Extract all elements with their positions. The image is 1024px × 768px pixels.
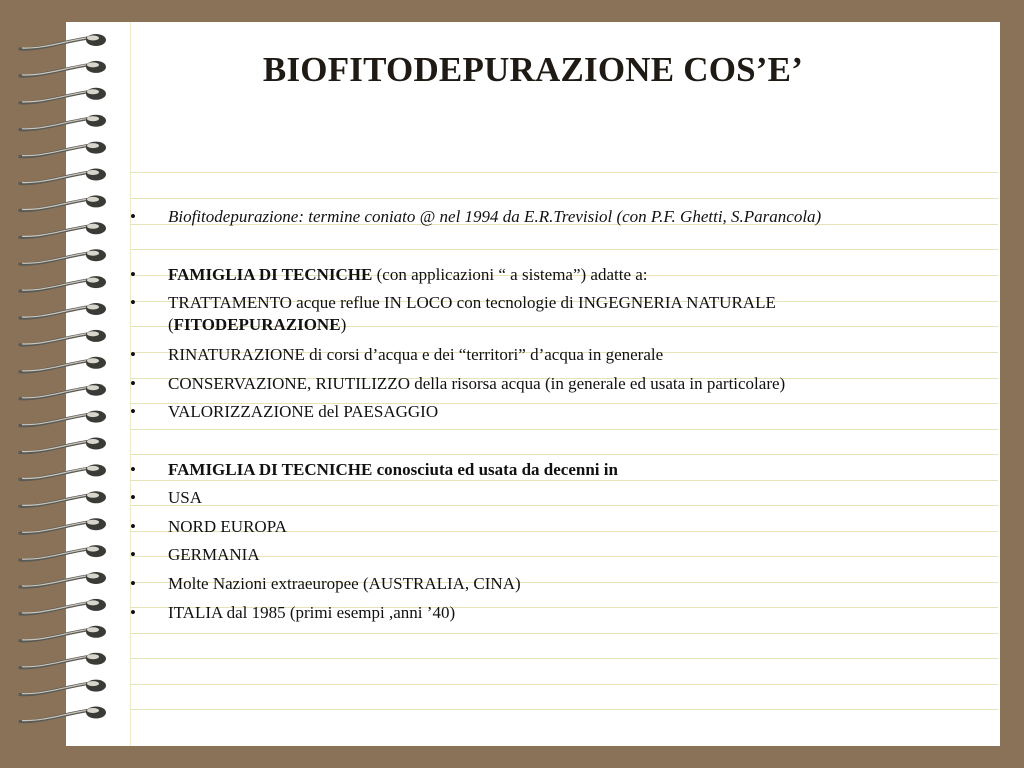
item-text: Molte Nazioni extraeuropee (AUSTRALIA, CINA) xyxy=(168,574,521,593)
item-text: (con applicazioni “ a sistema”) adatte a: xyxy=(372,265,648,284)
spiral-ring xyxy=(20,330,106,345)
spiral-ring xyxy=(20,357,106,372)
slide-title: BIOFITODEPURAZIONE COS’E’ xyxy=(262,50,804,89)
bullet: • xyxy=(130,517,136,536)
item-bold-text: FAMIGLIA DI TECNICHE xyxy=(168,265,373,284)
item-bold-text: FAMIGLIA DI TECNICHE conosciuta ed usata da decenni in xyxy=(168,460,618,479)
spiral-ring xyxy=(20,518,106,533)
spiral-ring xyxy=(20,680,106,695)
item-bold-text: FITODEPURAZIONE xyxy=(173,315,341,334)
bullet: • xyxy=(130,488,136,507)
ruled-line xyxy=(130,684,998,685)
ruled-line xyxy=(130,709,998,710)
spiral-ring xyxy=(20,384,106,399)
spiral-ring xyxy=(20,572,106,587)
ruled-line xyxy=(130,429,998,430)
item-text: CONSERVAZIONE, RIUTILIZZO della risorsa acqua (in generale ed usata in particolare) xyxy=(168,374,786,393)
ruled-line xyxy=(130,198,998,199)
spiral-ring xyxy=(20,195,106,210)
bullet: • xyxy=(130,207,136,226)
spiral-binding xyxy=(0,0,120,768)
item-text: VALORIZZAZIONE del PAESAGGIO xyxy=(168,402,439,421)
spiral-ring xyxy=(20,303,106,318)
spiral-ring xyxy=(20,249,106,264)
spiral-ring xyxy=(20,599,106,614)
spiral-ring xyxy=(20,438,106,453)
spiral-ring xyxy=(20,276,106,291)
item-text: NORD EUROPA xyxy=(168,517,287,536)
spiral-ring xyxy=(20,464,106,479)
spiral-ring xyxy=(20,545,106,560)
spiral-ring xyxy=(20,169,106,184)
bullet: • xyxy=(130,460,136,479)
spiral-ring xyxy=(20,491,106,506)
bullet: • xyxy=(130,603,136,622)
spiral-ring xyxy=(20,626,106,641)
spiral-ring xyxy=(20,707,106,722)
spiral-ring xyxy=(20,411,106,426)
item-paren-close: ) xyxy=(340,315,347,334)
spiral-ring xyxy=(20,142,106,157)
spiral-ring xyxy=(20,653,106,668)
spiral-ring xyxy=(20,115,106,130)
bullet: • xyxy=(130,402,136,421)
spiral-ring xyxy=(20,34,106,49)
ruled-line xyxy=(130,172,998,173)
ruled-line xyxy=(130,249,998,250)
bullet: • xyxy=(130,293,136,312)
item-text: Biofitodepurazione: termine coniato @ nel 1994 da E.R.Trevisiol (con P.F. Ghetti, S.Parancola) xyxy=(168,207,822,226)
spiral-ring xyxy=(20,88,106,103)
ruled-line xyxy=(130,633,998,634)
item-text: ITALIA dal 1985 (primi esempi ,anni ’40) xyxy=(168,603,456,622)
item-text: TRATTAMENTO acque reflue IN LOCO con tecnologie di INGEGNERIA NATURALE xyxy=(168,293,776,312)
item-text: USA xyxy=(168,488,203,507)
bullet: • xyxy=(130,545,136,564)
bullet: • xyxy=(130,345,136,364)
bullet: • xyxy=(130,265,136,284)
bullet: • xyxy=(130,374,136,393)
ruled-line xyxy=(130,658,998,659)
spiral-ring xyxy=(20,222,106,237)
item-text: RINATURAZIONE di corsi d’acqua e dei “territori” d’acqua in generale xyxy=(168,345,664,364)
ruled-line xyxy=(130,454,998,455)
bullet: • xyxy=(130,574,136,593)
item-paren-open: ( xyxy=(168,315,174,334)
item-text: GERMANIA xyxy=(168,545,260,564)
